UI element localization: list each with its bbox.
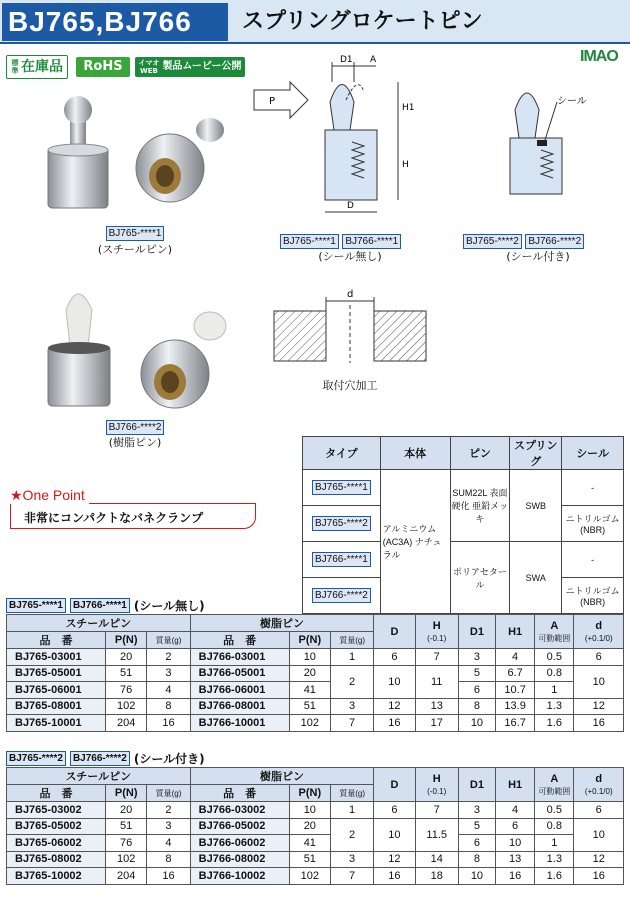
table-cell: 6 [458, 682, 495, 699]
table-cell: 102 [106, 698, 147, 715]
svg-text:d: d [347, 289, 354, 300]
table-cell: 10.7 [496, 682, 535, 699]
table-cell: 8 [147, 698, 190, 715]
table-cell: 10 [458, 868, 495, 885]
table-cell: BJ766-03002 [190, 802, 289, 819]
table-cell: 13 [496, 851, 535, 868]
table-cell: 6 [496, 818, 535, 835]
table-row [7, 868, 624, 885]
table-cell: BJ765-03002 [7, 802, 106, 819]
table-cell: 20 [289, 665, 330, 682]
table-cell: 10 [574, 665, 624, 698]
table-row [7, 665, 624, 682]
table-cell: 1 [330, 802, 373, 819]
table-cell: BJ765-08001 [7, 698, 106, 715]
table-cell: 2 [147, 802, 190, 819]
table-cell: 12 [374, 851, 415, 868]
table-cell: BJ765-03001 [7, 649, 106, 666]
table-cell: 14 [415, 851, 458, 868]
stock-badge: 標準 在庫品 [6, 55, 68, 79]
table-cell: 4 [147, 682, 190, 699]
photo2-caption: (樹脂ピン) [108, 436, 162, 449]
table-cell: BJ765-05002 [7, 818, 106, 835]
table-cell: BJ766-05001 [190, 665, 289, 682]
table-cell: 16.7 [496, 715, 535, 732]
table-cell: 3 [147, 665, 190, 682]
table-cell: BJ766-08002 [190, 851, 289, 868]
svg-text:シール: シール [557, 96, 587, 107]
diagram1-tag-1: BJ765-****1 [280, 234, 339, 249]
table-cell: 4 [496, 649, 535, 666]
table-cell: 5 [458, 665, 495, 682]
table-cell: BJ765-06002 [7, 835, 106, 852]
table-cell: BJ766-08001 [190, 698, 289, 715]
diagram2-tag-1: BJ765-****2 [463, 234, 522, 249]
dimension-diagram-no-seal [250, 52, 425, 232]
imao-logo: IMAO [580, 48, 618, 65]
table-row [7, 851, 624, 868]
table-cell: 20 [106, 649, 147, 666]
table-cell: 3 [330, 851, 373, 868]
table-cell: 102 [289, 715, 330, 732]
table-cell: 16 [374, 715, 415, 732]
table-cell: 6.7 [496, 665, 535, 682]
one-point-text: 非常にコンパクトなバネクランプ [24, 511, 204, 525]
table-cell: 4 [496, 802, 535, 819]
table-cell: 76 [106, 835, 147, 852]
table-cell: 6 [374, 649, 415, 666]
table-cell: 51 [106, 818, 147, 835]
table-cell: 13.9 [496, 698, 535, 715]
table-cell: 3 [330, 698, 373, 715]
table-cell: 7 [415, 802, 458, 819]
table-cell: BJ765-10002 [7, 868, 106, 885]
table-cell: 16 [574, 715, 624, 732]
table-cell: 1.3 [535, 851, 574, 868]
diagram3-caption: 取付穴加工 [322, 379, 378, 392]
table-cell: 3 [458, 802, 495, 819]
table-cell: 10 [458, 715, 495, 732]
table-cell: 2 [330, 818, 373, 851]
table1-heading: BJ765-****1 BJ766-****1 (シール無し) [6, 597, 205, 614]
table-cell: 12 [374, 698, 415, 715]
table-cell: 17 [415, 715, 458, 732]
table-row [7, 715, 624, 732]
table-cell: 10 [496, 835, 535, 852]
table-cell: 2 [147, 649, 190, 666]
table-cell: BJ766-06002 [190, 835, 289, 852]
table-cell: 16 [374, 868, 415, 885]
table-cell: 8 [147, 851, 190, 868]
table-cell: 3 [458, 649, 495, 666]
product-code: BJ765,BJ766 [2, 3, 228, 41]
table-cell: 5 [458, 818, 495, 835]
table-cell: 7 [330, 715, 373, 732]
spec-table: タイプ 本体 ピン スプリング シール BJ765-****1 アルミニウム(AC3A) ナチュラル SUM22L 表面硬化 亜鉛メッキ SWB - BJ765-****2 ニトリルゴム (NBR) BJ766-****1 ポリアセタール SWA - BJ766-****2 ニトリルゴム (NBR) [302, 436, 624, 614]
table-cell: 2 [330, 665, 373, 698]
table-cell: 41 [289, 682, 330, 699]
table-cell: 204 [106, 715, 147, 732]
table-cell: 204 [106, 868, 147, 885]
diagram2-tag-2: BJ766-****2 [525, 234, 584, 249]
diagram2-caption: (シール付き) [506, 250, 570, 263]
table1: スチールピン 樹脂ピン D H (-0.1) D1 H1 A 可動範囲 d (+0.1/0) 品 番 P(N) 質量(g) 品 番 P(N) 質量(g) BJ765-03001 20 2 BJ766-03001 10 1 6 7 3 4 0.5 6 BJ765-05001 51 3 BJ766-05001 20 2 10 11 5 6.7 0.8 10 BJ765-06001 76 4 BJ766-06001 41 6 10.7 1 BJ765-08001 102 8 BJ766-08001 51 3 12 13 8 13.9 1.3 12 BJ765-10001 204 16 BJ766-10001 102 7 16 17 10 16.7 1.6 16 [6, 614, 624, 732]
table-cell: 102 [289, 868, 330, 885]
table-cell: 12 [574, 851, 624, 868]
table-cell: 11.5 [415, 818, 458, 851]
table-cell: BJ765-10001 [7, 715, 106, 732]
table-cell: 102 [106, 851, 147, 868]
table-cell: 16 [147, 868, 190, 885]
table-cell: 10 [574, 818, 624, 851]
table-cell: 8 [458, 851, 495, 868]
mounting-hole-diagram [270, 285, 430, 365]
table-cell: 10 [289, 649, 330, 666]
table-cell: 76 [106, 682, 147, 699]
table-cell: 41 [289, 835, 330, 852]
table2: スチールピン 樹脂ピン D H (-0.1) D1 H1 A 可動範囲 d (+0.1/0) 品 番 P(N) 質量(g) 品 番 P(N) 質量(g) BJ765-03002 20 2 BJ766-03002 10 1 6 7 3 4 0.5 6 BJ765-05002 51 3 BJ766-05002 20 2 10 11.5 5 6 0.8 10 BJ765-06002 76 4 BJ766-06002 41 6 10 1 BJ765-08002 102 8 BJ766-08002 51 3 12 14 8 13 1.3 12 BJ765-10002 204 16 BJ766-10002 102 7 16 18 10 16 1.6 16 [6, 767, 624, 885]
table-cell: 6 [458, 835, 495, 852]
table-row [7, 835, 624, 852]
table-cell: BJ765-06001 [7, 682, 106, 699]
diagram1-tag-2: BJ766-****1 [342, 234, 401, 249]
table-cell: 1.3 [535, 698, 574, 715]
table-cell: 11 [415, 665, 458, 698]
table-cell: 0.5 [535, 802, 574, 819]
table-row [7, 802, 624, 819]
table-cell: 51 [106, 665, 147, 682]
seal-diagram [495, 80, 595, 210]
svg-text:A: A [370, 55, 377, 65]
resin-pin-photo [30, 280, 230, 430]
table-cell: 20 [106, 802, 147, 819]
table-cell: 0.8 [535, 665, 574, 682]
table-cell: BJ766-10001 [190, 715, 289, 732]
label-p: P [268, 96, 276, 107]
svg-text:D1: D1 [340, 55, 353, 65]
page-title: スプリングロケートピン [242, 9, 483, 34]
table-cell: 20 [289, 818, 330, 835]
table-cell: 51 [289, 698, 330, 715]
table-cell: 7 [330, 868, 373, 885]
table-cell: 6 [574, 802, 624, 819]
table-cell: BJ766-10002 [190, 868, 289, 885]
table-cell: 0.5 [535, 649, 574, 666]
table-row [7, 818, 624, 835]
table-cell: 10 [374, 665, 415, 698]
table-cell: 16 [147, 715, 190, 732]
table-cell: BJ765-08002 [7, 851, 106, 868]
table-cell: 1 [330, 649, 373, 666]
photo1-caption: (スチールピン) [97, 243, 173, 256]
one-point-title: ★One Point [10, 487, 89, 504]
table-cell: 12 [574, 698, 624, 715]
table-cell: BJ766-05002 [190, 818, 289, 835]
table-cell: 7 [415, 649, 458, 666]
table-cell: 6 [374, 802, 415, 819]
table-cell: 8 [458, 698, 495, 715]
table-cell: 4 [147, 835, 190, 852]
diagram1-caption: (シール無し) [318, 250, 382, 263]
table-row [7, 698, 624, 715]
table-cell: 1.6 [535, 715, 574, 732]
table-cell: 51 [289, 851, 330, 868]
table-row [7, 649, 624, 666]
table-cell: 18 [415, 868, 458, 885]
table-cell: 16 [574, 868, 624, 885]
table-cell: 10 [374, 818, 415, 851]
table-cell: 16 [496, 868, 535, 885]
table-cell: 3 [147, 818, 190, 835]
table-cell: 6 [574, 649, 624, 666]
svg-text:H1: H1 [402, 103, 415, 113]
table2-heading: BJ765-****2 BJ766-****2 (シール付き) [6, 750, 205, 767]
table-cell: BJ766-03001 [190, 649, 289, 666]
table-row [7, 682, 624, 699]
table-cell: 0.8 [535, 818, 574, 835]
svg-text:D: D [347, 201, 354, 211]
table-cell: 1.6 [535, 868, 574, 885]
table-cell: 1 [535, 682, 574, 699]
table-cell: BJ765-05001 [7, 665, 106, 682]
photo1-tag: BJ765-****1 [106, 226, 165, 241]
rohs-badge: RoHS [76, 57, 130, 77]
steel-pin-photo [30, 88, 230, 228]
photo2-tag: BJ766-****2 [106, 420, 165, 435]
table-cell: 10 [289, 802, 330, 819]
movie-badge[interactable]: イマオ WEB 製品ムービー公開 [135, 57, 245, 77]
table-cell: 1 [535, 835, 574, 852]
svg-text:H: H [402, 160, 409, 170]
table-cell: BJ766-06001 [190, 682, 289, 699]
table-cell: 13 [415, 698, 458, 715]
